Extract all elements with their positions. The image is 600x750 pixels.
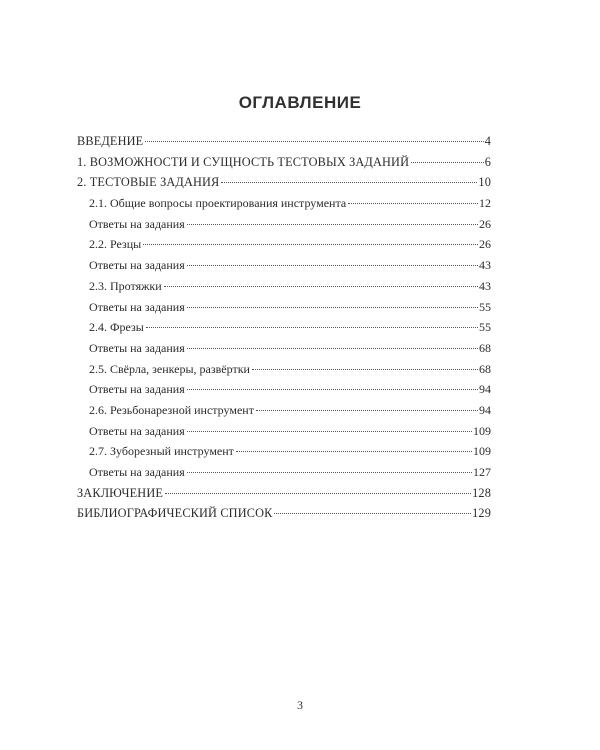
toc-entry-page: 43 xyxy=(479,278,491,293)
toc-entry-label: 2.1. Общие вопросы проектирования инструмента xyxy=(89,196,347,211)
toc-dot-leader xyxy=(187,383,478,390)
toc-entry-page: 6 xyxy=(484,154,491,169)
toc-entry-label: 2.7. Зуборезный инструмент xyxy=(89,444,234,459)
toc-entry-page: 68 xyxy=(479,340,491,355)
toc-entry[interactable] xyxy=(77,338,491,359)
toc-entry-label: Ответы на задания xyxy=(89,340,185,355)
toc-entry[interactable] xyxy=(77,462,491,483)
toc-entry[interactable] xyxy=(77,297,491,318)
toc-entry-label: 2. ТЕСТОВЫЕ ЗАДАНИЯ xyxy=(77,175,220,190)
toc-entry-page: 10 xyxy=(478,175,491,190)
toc-entry-label: Ответы на задания xyxy=(89,299,185,314)
toc-dot-leader xyxy=(143,238,478,245)
toc-entry-page: 55 xyxy=(479,299,491,314)
toc-entry-page: 109 xyxy=(473,444,491,459)
toc-entry-label: 1. ВОЗМОЖНОСТИ И СУЩНОСТЬ ТЕСТОВЫХ ЗАДАНИЙ xyxy=(77,154,410,169)
toc-entry-label: Ответы на задания xyxy=(89,423,185,438)
toc-entry-page: 94 xyxy=(479,402,491,417)
toc-entry[interactable] xyxy=(77,276,491,297)
toc-dot-leader xyxy=(187,425,472,432)
toc-entry-label: 2.6. Резьбонарезной инструмент xyxy=(89,402,254,417)
toc-entry[interactable] xyxy=(77,234,491,255)
toc-dot-leader xyxy=(411,156,484,163)
toc-entry[interactable] xyxy=(77,421,491,442)
toc-entry-page: 55 xyxy=(479,320,491,335)
toc-entry[interactable] xyxy=(77,255,491,276)
toc-dot-leader xyxy=(236,445,472,452)
toc-entry-page: 128 xyxy=(472,485,491,500)
toc-entry-label: ЗАКЛЮЧЕНИЕ xyxy=(77,485,164,500)
toc-entry-page: 43 xyxy=(479,258,491,273)
toc-entry-page: 129 xyxy=(472,506,491,521)
toc-dot-leader xyxy=(252,363,478,370)
toc-entry-label: 2.3. Протяжки xyxy=(89,278,162,293)
toc-entry-label: ВВЕДЕНИЕ xyxy=(77,134,144,148)
toc-entry-label: Ответы на задания xyxy=(89,216,185,231)
toc-dot-leader xyxy=(274,507,471,514)
toc-entry-label: Ответы на задания xyxy=(89,465,185,479)
toc-entry-page: 26 xyxy=(479,237,491,252)
toc-entry-page: 26 xyxy=(479,216,491,231)
toc-dot-leader xyxy=(164,280,478,287)
toc-dot-leader xyxy=(348,197,478,204)
toc-dot-leader xyxy=(165,487,471,494)
toc-entry[interactable] xyxy=(77,317,491,338)
toc-entry[interactable] xyxy=(77,503,491,524)
toc-dot-leader xyxy=(256,404,478,411)
toc-dot-leader xyxy=(146,321,478,328)
toc-dot-leader xyxy=(187,342,478,349)
toc-dot-leader xyxy=(145,135,483,142)
toc-entry-label: БИБЛИОГРАФИЧЕСКИЙ СПИСОК xyxy=(77,506,273,521)
toc-entry-label: 2.5. Свёрла, зенкеры, развёртки xyxy=(89,361,250,376)
toc-dot-leader xyxy=(221,176,477,183)
toc-entry[interactable] xyxy=(77,152,491,173)
toc-entry-label: 2.4. Фрезы xyxy=(89,320,144,335)
toc-heading: ОГЛАВЛЕНИЕ xyxy=(238,93,362,112)
toc-entry[interactable] xyxy=(77,193,491,214)
toc-entry-page: 12 xyxy=(479,196,491,211)
toc-entry[interactable] xyxy=(77,441,491,462)
toc-entry[interactable] xyxy=(77,483,491,504)
toc-entry[interactable] xyxy=(77,400,491,421)
table-of-contents xyxy=(77,131,491,524)
toc-entry-page: 127 xyxy=(473,465,491,479)
toc-entry-page: 94 xyxy=(479,382,491,397)
toc-entry-label: 2.2. Резцы xyxy=(89,237,142,252)
toc-dot-leader xyxy=(187,218,478,225)
toc-entry[interactable] xyxy=(77,214,491,235)
toc-dot-leader xyxy=(187,301,478,308)
toc-entry-page: 109 xyxy=(473,423,491,438)
toc-entry[interactable] xyxy=(77,379,491,400)
toc-entry-page: 68 xyxy=(479,361,491,376)
toc-entry[interactable] xyxy=(77,172,491,193)
toc-dot-leader xyxy=(187,466,472,473)
toc-entry[interactable] xyxy=(77,359,491,380)
toc-entry-page: 4 xyxy=(484,134,491,148)
toc-entry[interactable] xyxy=(77,131,491,152)
toc-entry-label: Ответы на задания xyxy=(89,258,185,273)
page-number: 3 xyxy=(297,698,303,712)
toc-dot-leader xyxy=(187,259,478,266)
toc-entry-label: Ответы на задания xyxy=(89,382,185,397)
